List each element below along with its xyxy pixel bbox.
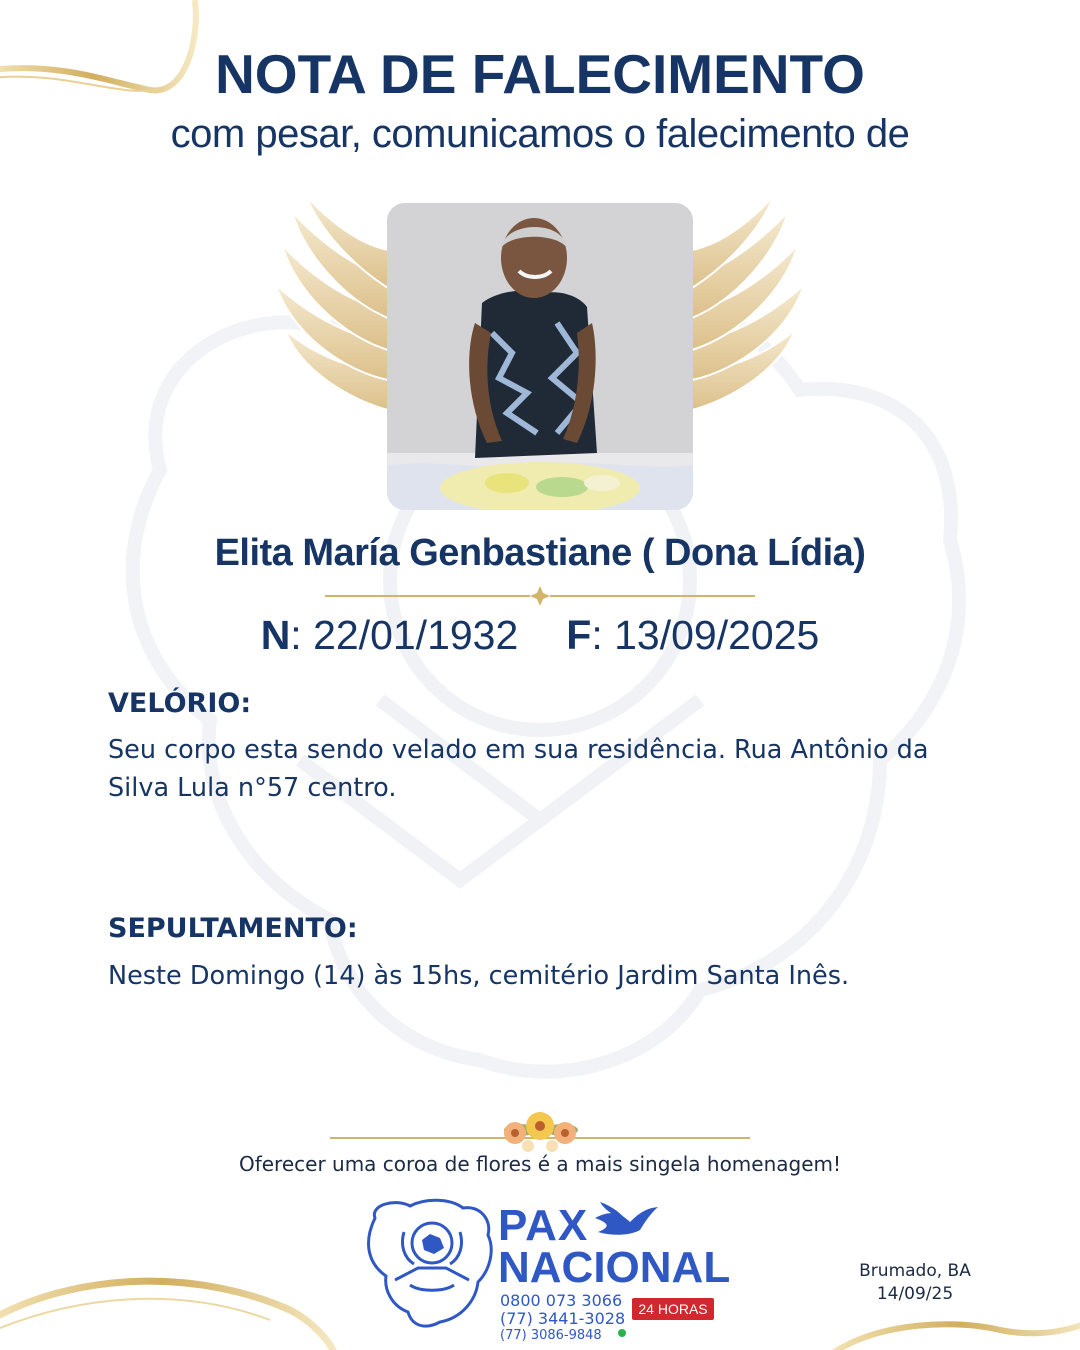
note-date: 14/09/25 bbox=[876, 1284, 954, 1304]
gold-swirl-bottom-left bbox=[0, 1281, 335, 1350]
portrait-photo bbox=[387, 203, 693, 510]
phone-landline: (77) 3441-3028 bbox=[500, 1309, 626, 1328]
hours-badge: 24 HORAS bbox=[632, 1298, 714, 1320]
brand-name-nacional: NACIONAL bbox=[498, 1243, 731, 1292]
brand-name-pax: PAX bbox=[498, 1201, 589, 1250]
dove-icon bbox=[595, 1202, 658, 1235]
burial-text: Neste Domingo (14) às 15hs, cemitério Jardim Santa Inês. bbox=[108, 961, 850, 991]
birth-date: : 22/01/1932 bbox=[290, 612, 519, 658]
tribute-text: Oferecer uma coroa de flores é a mais singela homenagem! bbox=[238, 1152, 842, 1176]
death-label: F bbox=[566, 612, 592, 658]
page-subtitle: com pesar, comunicamos o falecimento de bbox=[170, 112, 910, 156]
pax-nacional-emblem-icon bbox=[369, 1200, 492, 1326]
flower-bouquet-icon bbox=[504, 1112, 578, 1152]
whatsapp-icon bbox=[618, 1329, 626, 1337]
burial-heading: SEPULTAMENTO: bbox=[108, 913, 358, 944]
wake-text: Seu corpo esta sendo velado em sua residência. Rua Antônio da Silva Lula n°57 centro. bbox=[108, 735, 929, 803]
birth-label: N bbox=[260, 612, 291, 658]
phone-tollfree: 0800 073 3066 bbox=[500, 1291, 623, 1310]
deceased-name: Elita María Genbastiane ( Dona Lídia) bbox=[214, 532, 866, 574]
page-title: NOTA DE FALECIMENTO bbox=[215, 43, 865, 105]
city-label: Brumado, BA bbox=[859, 1261, 971, 1281]
dates-row bbox=[0, 612, 1080, 659]
wing-left-icon bbox=[276, 196, 388, 410]
wake-heading: VELÓRIO: bbox=[108, 688, 252, 719]
phone-whatsapp: (77) 3086-9848 bbox=[500, 1328, 602, 1343]
death-date: : 13/09/2025 bbox=[591, 612, 820, 658]
flower-divider bbox=[330, 1112, 750, 1152]
location-date bbox=[840, 1260, 990, 1306]
gold-swirl-bottom-right bbox=[830, 1322, 1080, 1350]
